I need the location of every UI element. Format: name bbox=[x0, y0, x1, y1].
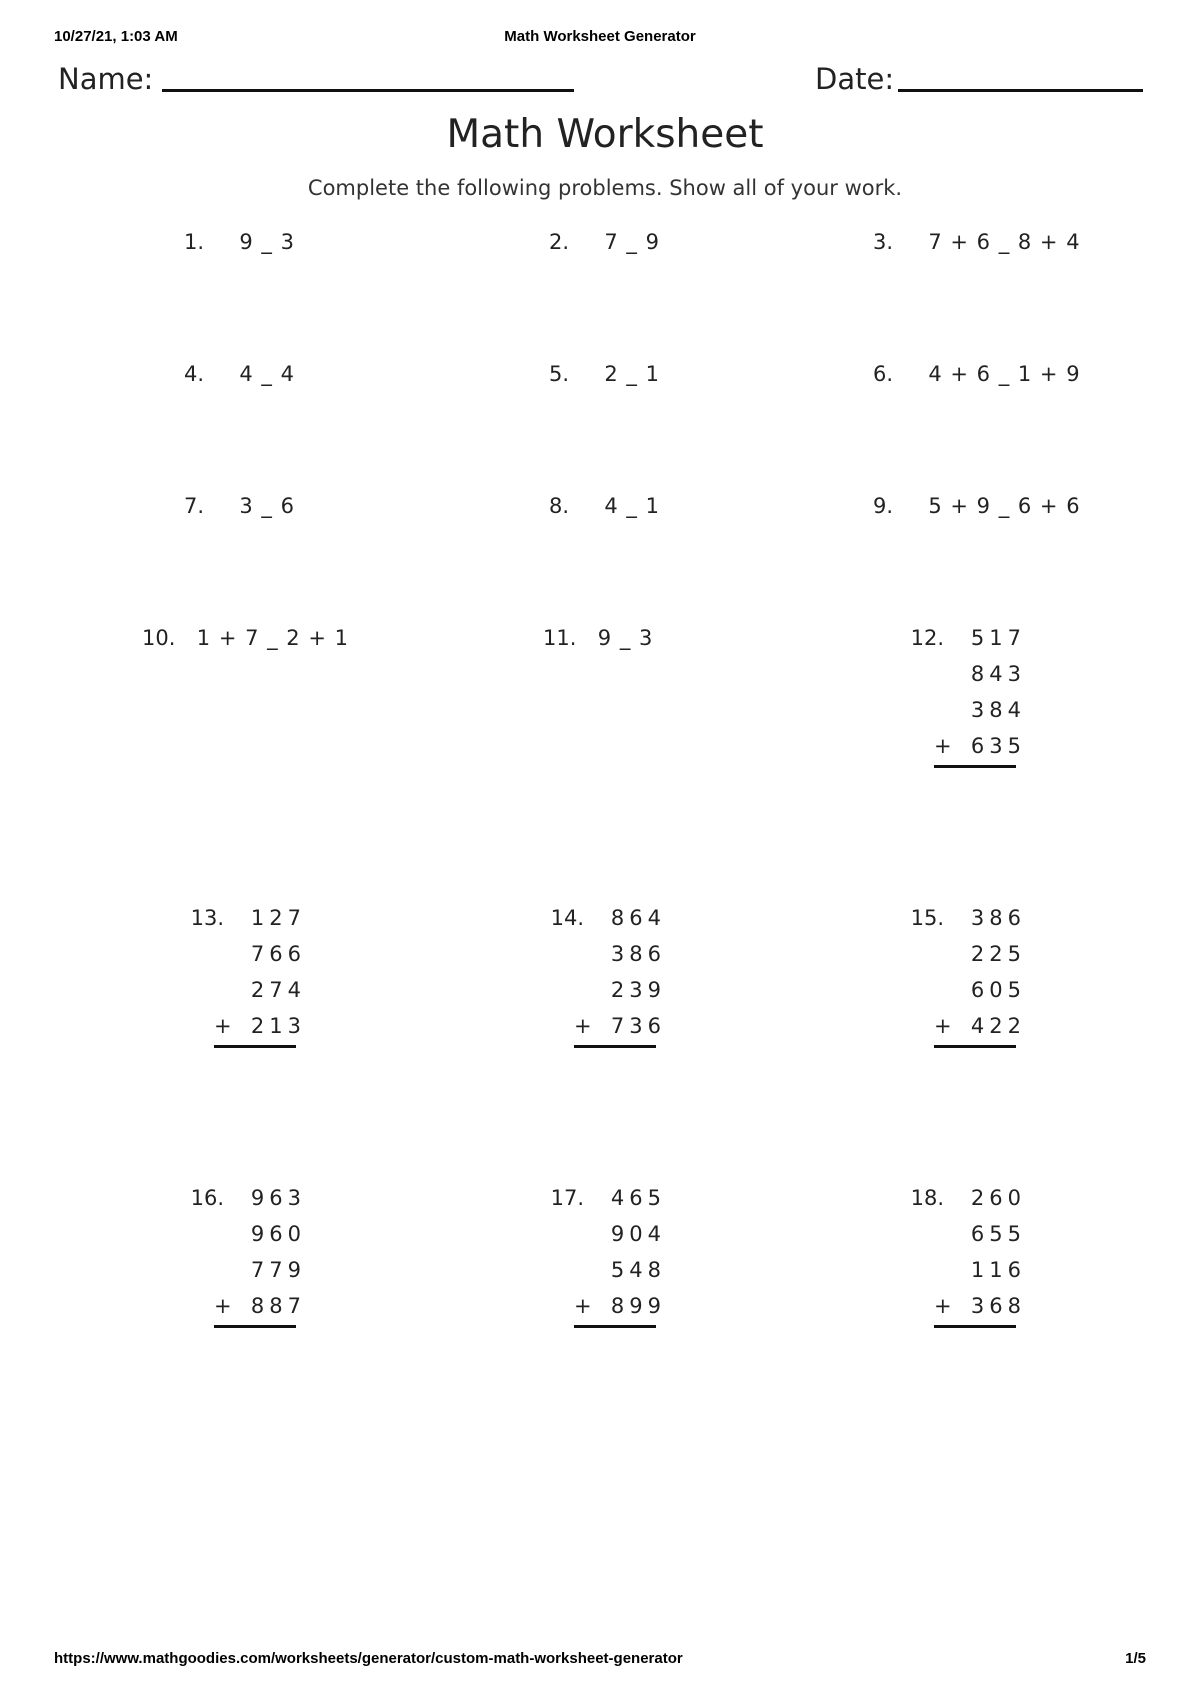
addend: 386 bbox=[610, 942, 666, 966]
page-number: 1/5 bbox=[1125, 1650, 1146, 1667]
problem-number: 8. bbox=[548, 494, 569, 518]
addend: 384 bbox=[970, 698, 1026, 722]
plus-operator: + bbox=[934, 734, 952, 758]
addend: 260 bbox=[970, 1186, 1026, 1210]
problem-number: 17. bbox=[550, 1186, 584, 1210]
addend: 899 bbox=[610, 1294, 666, 1318]
addend: 517 bbox=[970, 626, 1026, 650]
addend: 904 bbox=[610, 1222, 666, 1246]
problem-expression: 4 _ 4 bbox=[239, 362, 295, 386]
problem-5 bbox=[543, 362, 660, 386]
problem-number: 3. bbox=[872, 230, 893, 254]
problem-expression: 4 _ 1 bbox=[604, 494, 660, 518]
addend: 239 bbox=[610, 978, 666, 1002]
problem-expression: 9 _ 3 bbox=[239, 230, 295, 254]
problem-16 bbox=[190, 1186, 306, 1336]
problem-10 bbox=[142, 626, 349, 650]
addend: 736 bbox=[610, 1014, 666, 1038]
name-blank-line bbox=[162, 89, 574, 92]
sum-rule bbox=[214, 1325, 296, 1328]
problem-expression: 2 _ 1 bbox=[604, 362, 660, 386]
problem-7 bbox=[178, 494, 295, 518]
addend: 605 bbox=[970, 978, 1026, 1002]
problem-11 bbox=[543, 626, 653, 650]
addend: 963 bbox=[250, 1186, 306, 1210]
plus-operator: + bbox=[214, 1294, 232, 1318]
sum-rule bbox=[574, 1045, 656, 1048]
problem-number: 14. bbox=[550, 906, 584, 930]
sum-rule bbox=[574, 1325, 656, 1328]
problem-4 bbox=[178, 362, 295, 386]
problem-number: 13. bbox=[190, 906, 224, 930]
problem-number: 1. bbox=[183, 230, 204, 254]
problem-number: 5. bbox=[548, 362, 569, 386]
addend: 465 bbox=[610, 1186, 666, 1210]
plus-operator: + bbox=[214, 1014, 232, 1038]
problem-15 bbox=[910, 906, 1026, 1056]
addend: 887 bbox=[250, 1294, 306, 1318]
problem-number: 4. bbox=[183, 362, 204, 386]
plus-operator: + bbox=[574, 1294, 592, 1318]
addend: 116 bbox=[970, 1258, 1026, 1282]
addend: 368 bbox=[970, 1294, 1026, 1318]
problem-number: 6. bbox=[872, 362, 893, 386]
addend: 274 bbox=[250, 978, 306, 1002]
plus-operator: + bbox=[934, 1294, 952, 1318]
addend: 548 bbox=[610, 1258, 666, 1282]
date-label: Date: bbox=[815, 62, 895, 96]
addend: 422 bbox=[970, 1014, 1026, 1038]
problem-expression: 4 + 6 _ 1 + 9 bbox=[928, 362, 1081, 386]
problem-8 bbox=[543, 494, 660, 518]
addend: 843 bbox=[970, 662, 1026, 686]
problem-number: 2. bbox=[548, 230, 569, 254]
problem-12 bbox=[910, 626, 1026, 776]
problem-number: 15. bbox=[910, 906, 944, 930]
sum-rule bbox=[934, 1325, 1016, 1328]
print-page-title: Math Worksheet Generator bbox=[504, 28, 696, 45]
plus-operator: + bbox=[574, 1014, 592, 1038]
sum-rule bbox=[214, 1045, 296, 1048]
problem-1 bbox=[178, 230, 295, 254]
print-footer bbox=[54, 1650, 1146, 1670]
addend: 635 bbox=[970, 734, 1026, 758]
problem-14 bbox=[550, 906, 666, 1056]
problem-expression: 9 _ 3 bbox=[597, 626, 654, 650]
problem-3 bbox=[867, 230, 1081, 254]
addend: 127 bbox=[250, 906, 306, 930]
page-url: https://www.mathgoodies.com/worksheets/generator/custom-math-worksheet-generator bbox=[54, 1650, 683, 1667]
name-date-row bbox=[58, 62, 1142, 102]
problem-expression: 5 + 9 _ 6 + 6 bbox=[928, 494, 1081, 518]
print-timestamp: 10/27/21, 1:03 AM bbox=[54, 28, 178, 45]
addend: 213 bbox=[250, 1014, 306, 1038]
plus-operator: + bbox=[934, 1014, 952, 1038]
problem-number: 16. bbox=[190, 1186, 224, 1210]
addend: 779 bbox=[250, 1258, 306, 1282]
problem-number: 11. bbox=[543, 626, 577, 650]
problem-2 bbox=[543, 230, 660, 254]
problem-expression: 7 _ 9 bbox=[604, 230, 660, 254]
date-blank-line bbox=[898, 89, 1143, 92]
problem-number: 7. bbox=[183, 494, 204, 518]
problem-expression: 1 + 7 _ 2 + 1 bbox=[196, 626, 349, 650]
addend: 225 bbox=[970, 942, 1026, 966]
addend: 766 bbox=[250, 942, 306, 966]
print-header bbox=[54, 28, 1146, 50]
addend: 655 bbox=[970, 1222, 1026, 1246]
problem-expression: 3 _ 6 bbox=[239, 494, 295, 518]
problem-expression: 7 + 6 _ 8 + 4 bbox=[928, 230, 1081, 254]
problem-13 bbox=[190, 906, 306, 1056]
addend: 386 bbox=[970, 906, 1026, 930]
name-field bbox=[58, 62, 153, 96]
sum-rule bbox=[934, 765, 1016, 768]
problem-number: 18. bbox=[910, 1186, 944, 1210]
problem-17 bbox=[550, 1186, 666, 1336]
addend: 864 bbox=[610, 906, 666, 930]
name-label: Name: bbox=[58, 62, 154, 96]
sum-rule bbox=[934, 1045, 1016, 1048]
problem-number: 10. bbox=[142, 626, 176, 650]
addend: 960 bbox=[250, 1222, 306, 1246]
problem-number: 12. bbox=[910, 626, 944, 650]
worksheet-instructions: Complete the following problems. Show all of your work. bbox=[307, 176, 903, 200]
date-field bbox=[815, 62, 894, 96]
problem-18 bbox=[910, 1186, 1026, 1336]
problem-number: 9. bbox=[872, 494, 893, 518]
worksheet-title: Math Worksheet bbox=[446, 112, 764, 157]
problem-9 bbox=[867, 494, 1081, 518]
problem-6 bbox=[867, 362, 1081, 386]
